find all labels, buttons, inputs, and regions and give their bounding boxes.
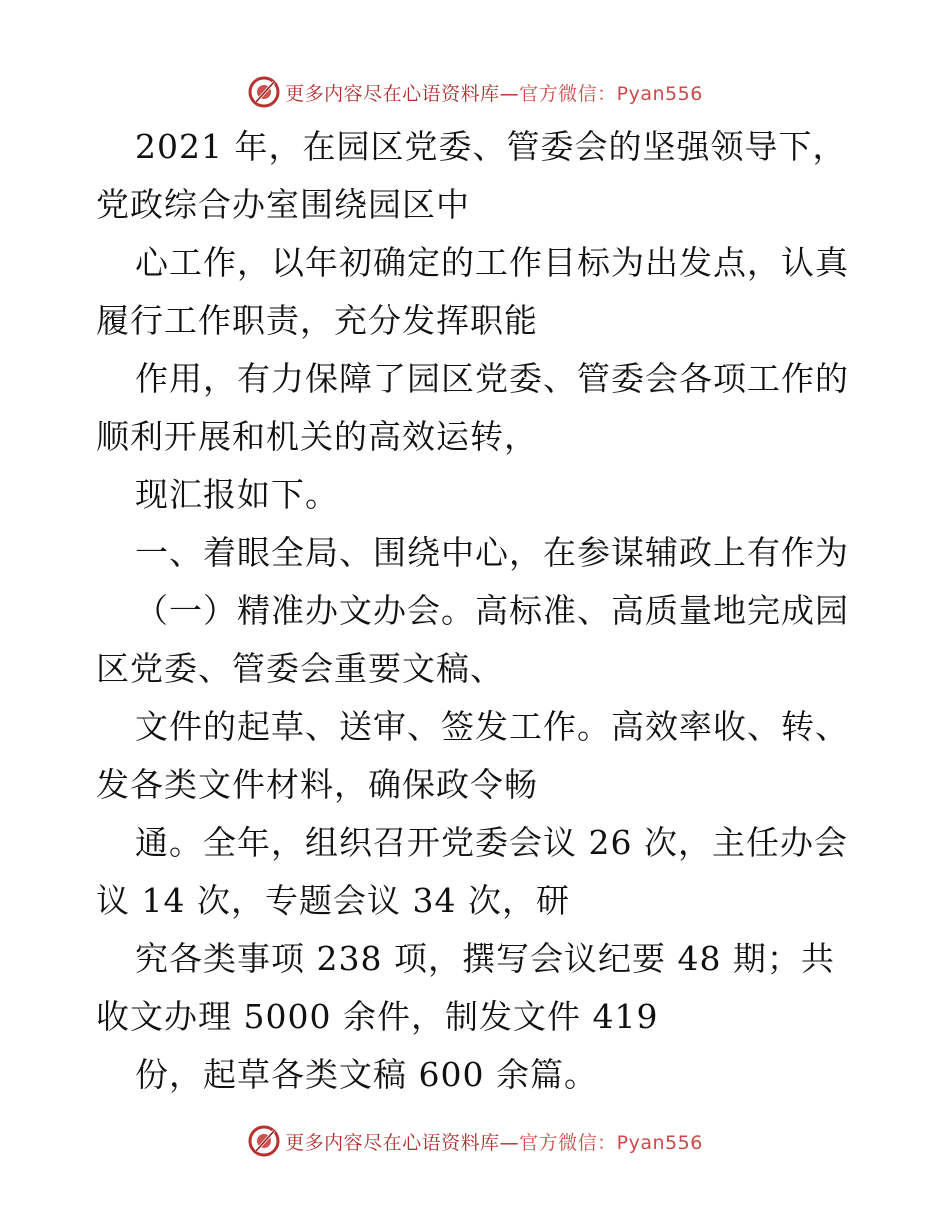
logo-icon: [247, 1124, 281, 1158]
text-line: 区党委、管委会重要文稿、: [96, 649, 504, 688]
text-line: 心工作，以年初确定的工作目标为出发点，认真: [135, 243, 849, 282]
header-watermark: [0, 72, 950, 112]
text-line: 通。全年，组织召开党委会议 26 次，主任办会: [135, 823, 848, 862]
text-line: 作用，有力保障了园区党委、管委会各项工作的: [135, 359, 849, 398]
footer-watermark: [0, 1121, 950, 1161]
section-heading: 一、着眼全局、围绕中心，在参谋辅政上有作为: [135, 533, 849, 572]
watermark-text: 更多内容尽在心语资料库—官方微信：Pyan556: [285, 1131, 703, 1154]
text-line: 份，起草各类文稿 600 余篇。: [135, 1055, 598, 1094]
text-line: 收文办理 5000 余件，制发文件 419: [96, 997, 659, 1036]
subsection-heading: （一）精准办文办会。高标准、高质量地完成园: [135, 591, 849, 630]
text-line: 究各类事项 238 项，撰写会议纪要 48 期；共: [135, 939, 835, 978]
logo-icon: [247, 75, 281, 109]
watermark-text: 更多内容尽在心语资料库—官方微信：Pyan556: [285, 82, 703, 105]
text-line: 文件的起草、送审、签发工作。高效率收、转、: [135, 707, 849, 746]
document-body: [96, 118, 856, 1104]
text-line: 现汇报如下。: [135, 475, 339, 514]
text-line: 党政综合办室围绕园区中: [96, 185, 470, 224]
text-line: 2021 年，在园区党委、管委会的坚强领导下，: [135, 127, 847, 166]
text-line: 履行工作职责，充分发挥职能: [96, 301, 538, 340]
text-line: 议 14 次，专题会议 34 次，研: [96, 881, 570, 920]
text-line: 发各类文件材料，确保政令畅: [96, 765, 538, 804]
text-line: 顺利开展和机关的高效运转，: [96, 417, 538, 456]
